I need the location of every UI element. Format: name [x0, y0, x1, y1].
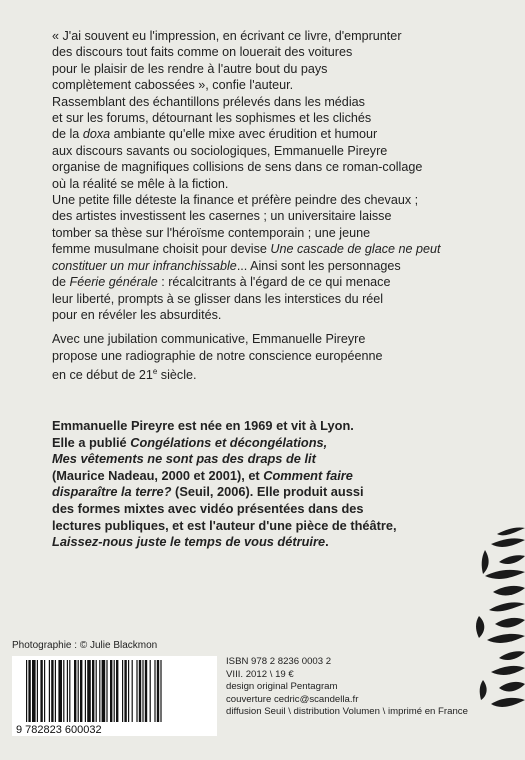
- barcode-bar: [69, 660, 70, 722]
- barcode-bar: [26, 660, 27, 722]
- barcode-bar: [102, 660, 106, 722]
- barcode-bar: [55, 660, 56, 722]
- barcode-bar: [32, 660, 36, 722]
- blurb: [52, 28, 492, 392]
- barcode-bar: [132, 660, 133, 722]
- barcode-bar: [114, 660, 115, 722]
- barcode-bar: [67, 660, 68, 722]
- barcode-bar: [142, 660, 143, 722]
- barcode-bar: [74, 660, 76, 722]
- distribution-info: diffusion Seuil \ distribution Volumen \ imprimé en France: [226, 706, 468, 718]
- barcode-bar: [150, 660, 151, 722]
- barcode-bar: [49, 660, 50, 722]
- publication-info: [226, 656, 468, 719]
- barcode-bar: [37, 660, 38, 722]
- barcode-digits: 9 782823 600032: [16, 724, 102, 736]
- barcode-bar: [96, 660, 97, 722]
- barcode-bar: [124, 660, 126, 722]
- barcode-bar: [122, 660, 123, 722]
- barcode-bar: [40, 660, 42, 722]
- barcode-bar: [145, 660, 147, 722]
- barcode-bar: [58, 660, 62, 722]
- barcode-bar: [78, 660, 79, 722]
- barcode-bar: [106, 660, 107, 722]
- barcode-bar: [160, 660, 161, 722]
- barcode-bar: [110, 660, 112, 722]
- barcode-bar: [87, 660, 91, 722]
- barcode-bar: [80, 660, 82, 722]
- barcode-bar: [157, 660, 159, 722]
- isbn: ISBN 978 2 8236 0003 2: [226, 656, 332, 667]
- cover-credit: couverture cedric@scandella.fr: [226, 693, 359, 705]
- author-bio: Emmanuelle Pireyre est née en 1969 et vit à Lyon. Elle a publié Congélations et décongélations, Mes vêtements ne sont pas des draps de lit (Maurice Nadeau, 2000 et 2001), et Comment faire disparaître la terre? (Seuil, 2006). Elle produit aussi des formes mixtes avec vidéo présentées dans des lectures publiques, et est l'auteur d'une pièce de théâtre, Laissez-nous juste le temps de vous détruire.: [52, 418, 397, 550]
- design-credit: design original Pentagram: [226, 681, 338, 693]
- blurb-paragraph-1: « J'ai souvent eu l'impression, en écrivant ce livre, d'emprunter des discours tout faits comme on louerait des voitures pour le plaisir de les rendre à l'autre bout du pays complètement cabossées », confie l'auteur. Rassemblant des échantillons prélevés dans les médias et sur les forums, détournant les sophismes et les clichés de la doxa ambiante qu'elle mixe avec érudition et humour aux discours savants ou sociologiques, Emmanuelle Pireyre organise de magnifiques collisions de sens dans ce roman-collage où la réalité se mêle à la fiction. Une petite fille déteste la finance et préfère peindre des chevaux ; des artistes investissent les casernes ; un universitaire laisse tomber sa thèse sur l'héroïsme contemporain ; une jeune femme musulmane choisit pour devise Une cascade de glace ne peut constituer un mur infranchissable... Ainsi sont les personnages de Féerie générale : récalcitrants à l'égard de ce qui menace leur liberté, prompts à se glisser dans les interstices du réel pour en révéler les absurdités.: [52, 29, 441, 322]
- barcode-bar: [154, 660, 155, 722]
- photo-credit: Photographie : © Julie Blackmon: [12, 640, 158, 651]
- barcode-bar: [44, 660, 45, 722]
- date-price: VIII. 2012 \ 19 €: [226, 668, 294, 680]
- barcode-bar: [116, 660, 118, 722]
- barcode-bar: [99, 660, 100, 722]
- blurb-paragraph-2: Avec une jubilation communicative, Emmanuelle Pireyre propose une radiographie de notre conscience européenne en ce début de 21e siècle.: [52, 332, 383, 383]
- barcode-bar: [128, 660, 129, 722]
- barcode-bar: [28, 660, 30, 722]
- barcode-bar: [136, 660, 137, 722]
- barcode-bar: [51, 660, 53, 722]
- barcode-bar: [92, 660, 94, 722]
- barcode-bar: [63, 660, 64, 722]
- barcode-bar: [139, 660, 141, 722]
- barcode-bar: [85, 660, 86, 722]
- barcode: [12, 656, 217, 736]
